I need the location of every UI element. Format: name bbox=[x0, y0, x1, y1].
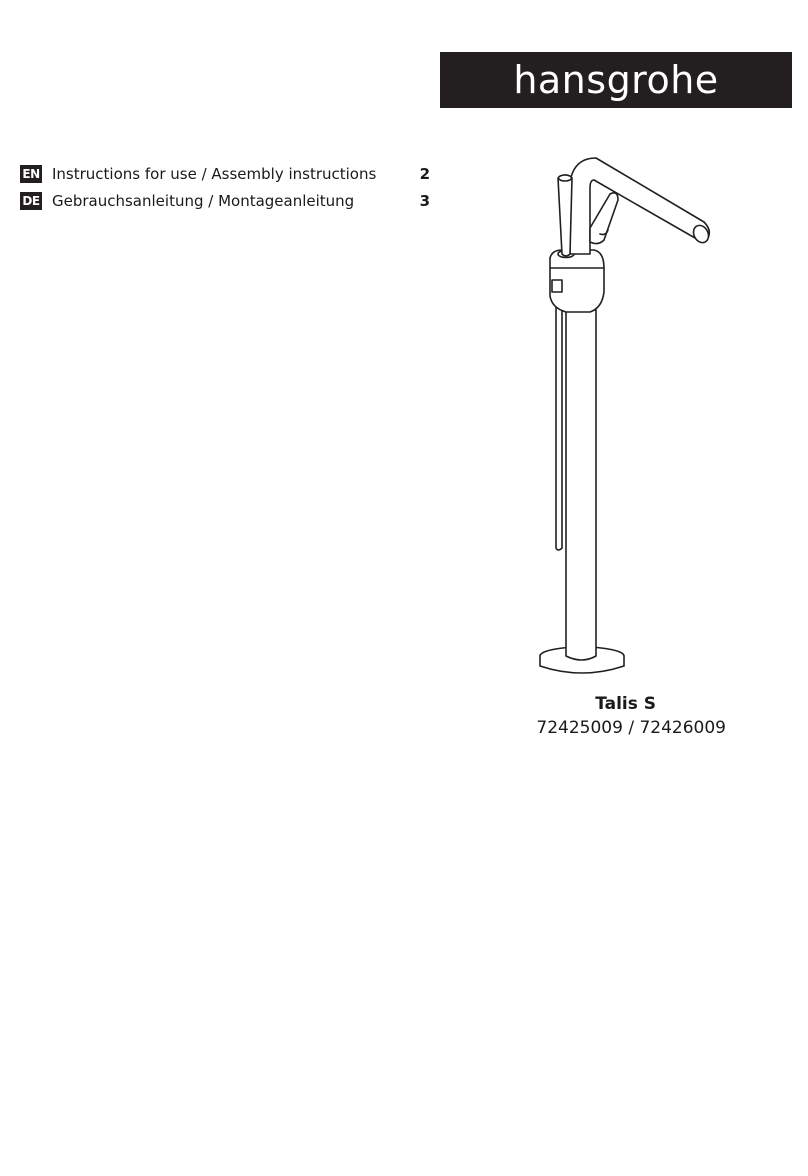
toc-page-number-en: 2 bbox=[419, 164, 430, 183]
column-icon bbox=[566, 310, 596, 660]
language-badge-en: EN bbox=[20, 165, 42, 183]
toc-page-number-de: 3 bbox=[419, 191, 430, 210]
lever-handle-icon bbox=[590, 193, 618, 244]
brand-logo-text: hansgrohe bbox=[513, 58, 719, 102]
toc-label-en: Instructions for use / Assembly instructions bbox=[52, 164, 377, 183]
toc-label-de: Gebrauchsanleitung / Montageanleitung bbox=[52, 191, 355, 210]
product-name: Talis S bbox=[595, 694, 656, 714]
brand-logo-bar bbox=[440, 52, 792, 108]
hose-icon bbox=[556, 300, 562, 550]
table-of-contents bbox=[20, 160, 430, 214]
language-badge-de: DE bbox=[20, 192, 42, 210]
product-codes: 72425009 / 72426009 bbox=[536, 718, 726, 738]
faucet-illustration bbox=[500, 150, 740, 690]
hand-shower-icon bbox=[558, 175, 572, 256]
toc-row-de[interactable] bbox=[20, 187, 430, 214]
toc-row-en[interactable] bbox=[20, 160, 430, 187]
